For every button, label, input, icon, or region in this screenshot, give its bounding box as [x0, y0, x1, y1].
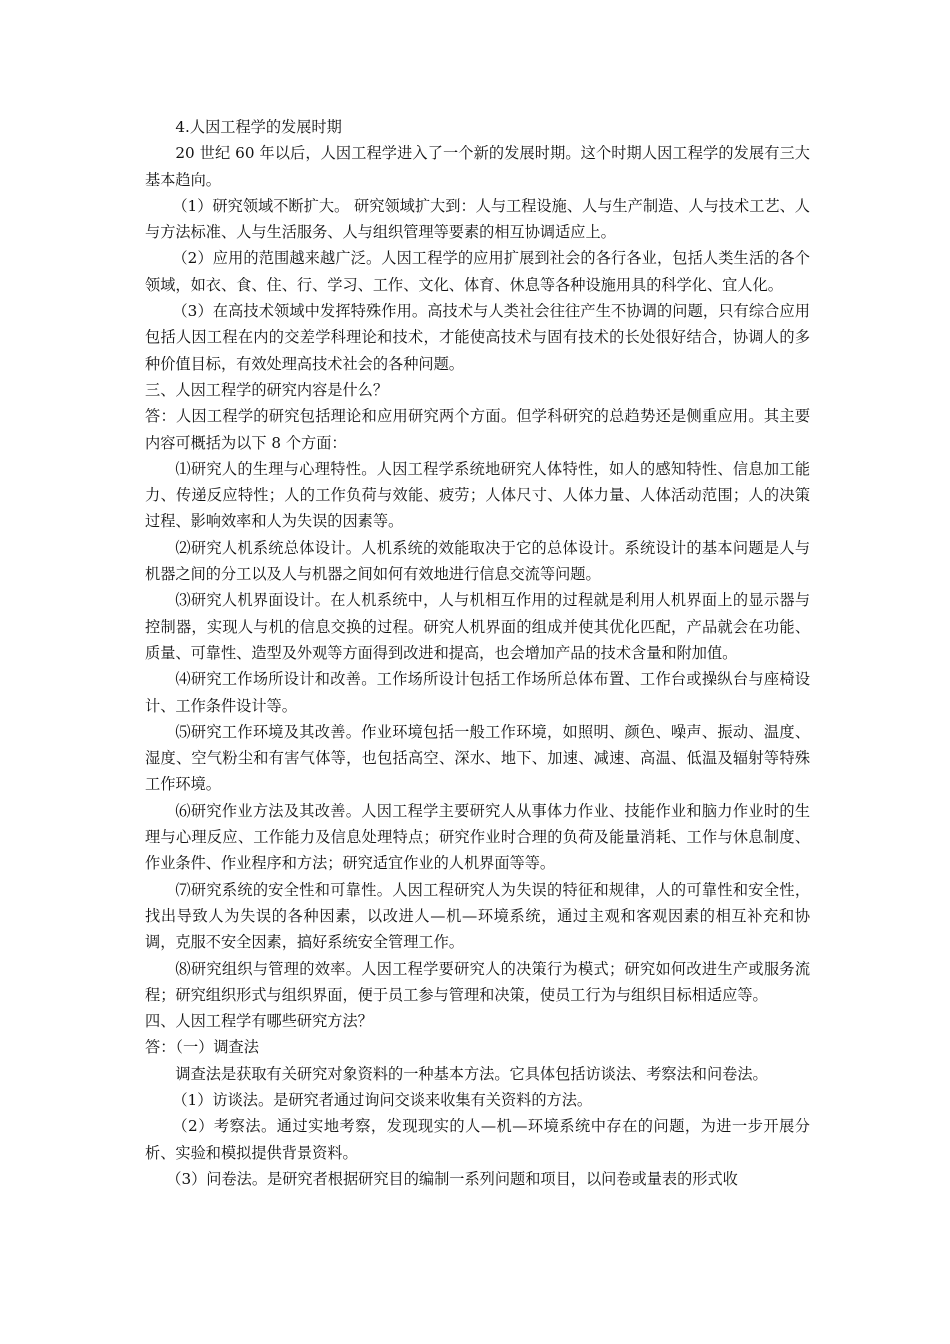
- content-item-4: ⑷研究工作场所设计和改善。工作场所设计包括工作场所总体布置、工作台或操纵台与座椅设计、工作条件设计等。: [145, 670, 810, 715]
- trend-3: （3）在高技术领域中发挥特殊作用。高技术与人类社会往往产生不协调的问题，只有综合应用包括人因工程在内的交差学科理论和技术，才能使高技术与固有技术的长处很好结合，协调人的多种价值目标，有效处理高技术社会的各种问题。: [145, 302, 810, 373]
- survey-method-3: （3）问卷法。是研究者根据研究目的编制一系列问题和项目，以问卷或量表的形式收: [166, 1169, 738, 1188]
- content-item-8: ⑻研究组织与管理的效率。人因工程学要研究人的决策行为模式；研究如何改进生产或服务流程；研究组织形式与组织界面，便于员工参与管理和决策，使员工行为与组织目标相适应等。: [145, 959, 810, 1004]
- trend-2: （2）应用的范围越来越广泛。人因工程学的应用扩展到社会的各行各业，包括人类生活的各个领域，如衣、食、住、行、学习、工作、文化、体育、休息等各种设施用具的科学化、宜人化。: [145, 249, 810, 294]
- content-item-5: ⑸研究工作环境及其改善。作业环境包括一般工作环境，如照明、颜色、噪声、振动、温度、湿度、空气粉尘和有害气体等，也包括高空、深水、地下、加速、减速、高温、低温及辐射等特殊工作环境。: [145, 722, 810, 794]
- question-4-title: 四、人因工程学有哪些研究方法？: [145, 1012, 373, 1031]
- survey-method-2: （2）考察法。通过实地考察，发现现实的人—机—环境系统中存在的问题，为进一步开展分析、实验和模拟提供背景资料。: [145, 1117, 810, 1162]
- section4-title: 4.人因工程学的发展时期: [175, 118, 342, 136]
- survey-method-intro: 调查法是获取有关研究对象资料的一种基本方法。它具体包括访谈法、考察法和问卷法。: [175, 1064, 768, 1083]
- content-item-6: ⑹研究作业方法及其改善。人因工程学主要研究人从事体力作业、技能作业和脑力作业时的生理与心理反应、工作能力及信息处理特点；研究作业时合理的负荷及能量消耗、工作与休息制度、作业条件、作业程序和方法；研究适宜作业的人机界面等等。: [145, 801, 810, 873]
- content-item-1: ⑴研究人的生理与心理特性。人因工程学系统地研究人体特性，如人的感知特性、信息加工能力、传递反应特性；人的工作负荷与效能、疲劳；人体尺寸、人体力量、人体活动范围；人的决策过程、影响效率和人为失误的因素等。: [145, 459, 810, 531]
- question-4-answer: 答：（一）调查法: [145, 1038, 259, 1057]
- section4-intro: 20 世纪 60 年以后，人因工程学进入了一个新的发展时期。这个时期人因工程学的发展有三大基本趋向。: [145, 144, 810, 189]
- question-3-answer: 答：人因工程学的研究包括理论和应用研究两个方面。但学科研究的总趋势还是侧重应用。其主要内容可概括为以下 8 个方面：: [145, 407, 810, 452]
- trend-1: （1）研究领域不断扩大。 研究领域扩大到：人与工程设施、人与生产制造、人与技术工艺、人与方法标准、人与生活服务、人与组织管理等要素的相互协调适应上。: [145, 196, 810, 242]
- content-item-2: ⑵研究人机系统总体设计。人机系统的效能取决于它的总体设计。系统设计的基本问题是人与机器之间的分工以及人与机器之间如何有效地进行信息交流等问题。: [145, 538, 810, 584]
- question-3-title: 三、人因工程学的研究内容是什么？: [145, 380, 388, 399]
- survey-method-1: （1）访谈法。是研究者通过询问交谈来收集有关资料的方法。: [172, 1090, 593, 1109]
- content-item-7: ⑺研究系统的安全性和可靠性。人因工程研究人为失误的特征和规律，人的可靠性和安全性，找出导致人为失误的各种因素，以改进人—机—环境系统，通过主观和客观因素的相互补充和协调，克服不安全因素，搞好系统安全管理工作。: [145, 880, 810, 952]
- content-item-3: ⑶研究人机界面设计。在人机系统中，人与机相互作用的过程就是利用人机界面上的显示器与控制器，实现人与机的信息交换的过程。研究人机界面的组成并使其优化匹配，产品就会在功能、质量、可靠性、造型及外观等方面得到改进和提高，也会增加产品的技术含量和附加值。: [145, 591, 810, 662]
- document-page: [145, 114, 810, 1192]
